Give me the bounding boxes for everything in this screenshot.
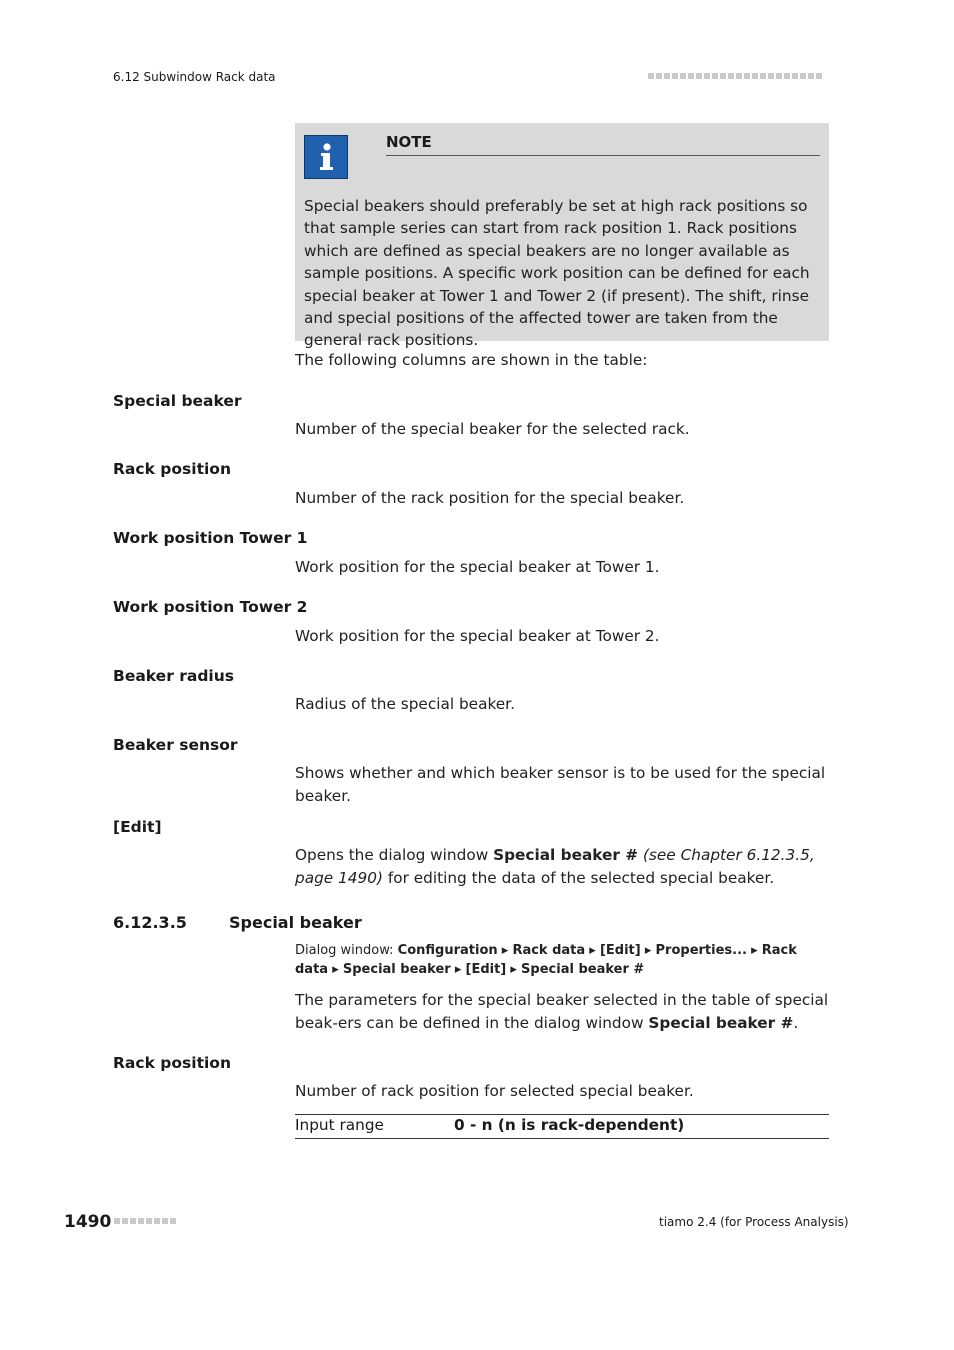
term-edit: [Edit] (113, 818, 162, 836)
input-range-label: Input range (295, 1116, 384, 1134)
footer-decoration (114, 1218, 176, 1224)
desc-special-beaker: Number of the special beaker for the selected rack. (295, 420, 690, 438)
note-title: NOTE (386, 133, 820, 156)
desc-dialog-rack-position: Number of rack position for selected special beaker. (295, 1082, 694, 1100)
section-intro: The parameters for the special beaker selected in the table of special beak-ers can be defined in the dialog window Special beaker #. (295, 991, 829, 1032)
term-rack-position: Rack position (113, 460, 231, 478)
note-box (295, 123, 829, 350)
term-work-position-tower-2: Work position Tower 2 (113, 598, 308, 616)
desc-work-position-tower-2: Work position for the special beaker at Tower 2. (295, 627, 660, 645)
columns-intro: The following columns are shown in the table: (295, 351, 648, 369)
note-text: Special beakers should preferably be set at high rack positions so that sample series can start from rack position 1. Rack positions which are defined as special beakers are no longer available as sample positions. A specific work position can be defined for each special beaker at Tower 1 and Tower 2 (if present). The shift, rinse and special positions of the affected tower are taken from the general rack positions. (304, 197, 810, 350)
desc-beaker-radius: Radius of the special beaker. (295, 695, 515, 713)
footer-product: tiamo 2.4 (for Process Analysis) (659, 1215, 849, 1229)
term-beaker-radius: Beaker radius (113, 667, 235, 685)
term-beaker-sensor: Beaker sensor (113, 736, 238, 754)
input-range-value: 0 - n (n is rack-dependent) (454, 1116, 685, 1134)
section-title: Special beaker (229, 913, 362, 932)
desc-beaker-sensor: Shows whether and which beaker sensor is to be used for the special beaker. (295, 764, 826, 805)
dialog-path: Dialog window: Configuration ▸ Rack data ▸ [Edit] ▸ Properties... ▸ Rack data ▸ Special beaker ▸ [Edit] ▸ Special beaker # (295, 943, 797, 977)
desc-rack-position: Number of the rack position for the special beaker. (295, 489, 685, 507)
info-icon (304, 135, 348, 179)
term-special-beaker: Special beaker (113, 392, 242, 410)
input-range-table (295, 1114, 829, 1139)
header-decoration (648, 73, 822, 79)
desc-work-position-tower-1: Work position for the special beaker at Tower 1. (295, 558, 660, 576)
desc-edit: Opens the dialog window Special beaker # (see Chapter 6.12.3.5, page 1490) for editing the data of the selected special beaker. (295, 846, 815, 887)
term-work-position-tower-1: Work position Tower 1 (113, 529, 308, 547)
chapter-reference-link[interactable]: (see Chapter 6.12.3.5, page 1490) (295, 846, 815, 887)
dialog-name: Special beaker # (493, 846, 639, 864)
running-header-section: 6.12 Subwindow Rack data (113, 70, 276, 84)
page-number: 1490 (64, 1212, 112, 1232)
section-number: 6.12.3.5 (113, 913, 187, 932)
term-dialog-rack-position: Rack position (113, 1054, 231, 1072)
